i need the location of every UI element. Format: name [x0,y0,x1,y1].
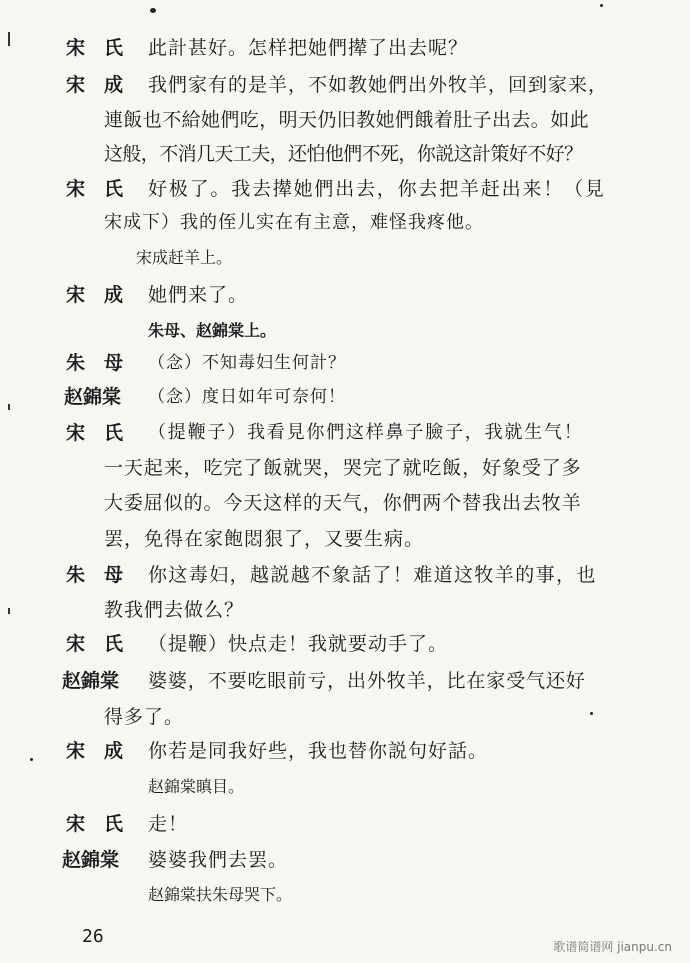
speaker-label: 朱 母 [66,352,124,374]
dialogue-line: 好极了。我去撵她們出去，你去把羊赶出来！（見 [148,178,606,200]
dialogue-line: 婆婆，不要吃眼前亏，出外牧羊，比在家受气还好 [148,670,586,692]
ink-speck [600,4,603,7]
scan-margin-mark [8,32,10,46]
dialogue-line: 你若是同我好些，我也替你説句好話。 [148,740,489,762]
dialogue-line: 婆婆我們去罢。 [148,849,289,871]
dialogue-line: 这般，不消几天工夫，还怕他們不死，你説这計策好不好？ [104,143,583,165]
dialogue-line: 得多了。 [104,706,185,728]
speaker-label: 赵錦棠 [64,386,122,408]
dialogue-line: 我們家有的是羊，不如教她們出外牧羊，回到家来， [148,74,609,96]
watermark-text: 歌谱简谱网 jianpu.cn [553,940,672,954]
dialogue-line: （念）不知毒妇生何計？ [148,353,346,373]
speaker-label: 宋 成 [66,740,124,762]
dialogue-line: 大委屈似的。今天这样的天气，你們两个替我出去牧羊 [104,492,582,514]
scan-margin-mark [8,608,10,614]
dialogue-line: 連飯也不給她們吃，明天仍旧教她們餓着肚子出去。如此 [104,109,590,131]
dialogue-line: 罢，免得在家飽悶狠了，又要生病。 [104,528,425,550]
speaker-label: 宋 氏 [66,178,124,200]
page-number: 26 [82,926,104,947]
dialogue-line: 一天起来，吃完了飯就哭，哭完了就吃飯，好象受了多 [104,457,582,479]
speaker-label: 朱 母 [66,564,124,586]
dialogue-line: （提鞭）快点走！我就要动手了。 [148,633,449,655]
stage-direction: 朱母、赵錦棠上。 [148,321,277,340]
dialogue-line: 她們来了。 [148,284,249,306]
dialogue-line: 你这毒妇，越説越不象話了！难道这牧羊的事，也 [148,564,597,586]
speaker-label: 宋 氏 [66,813,124,835]
dialogue-line: 教我們去做么？ [104,599,245,621]
stage-direction: 赵錦棠瞋目。 [148,777,245,796]
speaker-label: 宋 氏 [66,633,124,655]
speaker-label: 宋 成 [66,74,124,96]
speaker-label: 赵錦棠 [62,670,120,692]
speaker-label: 宋 氏 [66,37,124,59]
scan-margin-mark [8,404,10,410]
ink-speck [30,758,33,761]
ink-speck [590,712,593,715]
dialogue-line: 宋成下）我的侄儿实在有主意，难怪我疼他。 [104,212,484,233]
dialogue-line: （提鞭子）我看見你們这样鼻子臉子，我就生气！ [148,422,584,443]
dialogue-line: （念）度日如年可奈何！ [148,387,346,407]
speaker-label: 宋 氏 [66,422,124,444]
stage-direction: 宋成赶羊上。 [136,248,233,267]
speaker-label: 宋 成 [66,284,124,306]
stage-direction: 赵錦棠扶朱母哭下。 [148,885,293,904]
ink-speck [150,8,156,13]
speaker-label: 赵錦棠 [62,849,120,871]
dialogue-line: 走！ [148,813,189,835]
dialogue-line: 此計甚好。怎样把她們撵了出去呢？ [148,37,469,59]
